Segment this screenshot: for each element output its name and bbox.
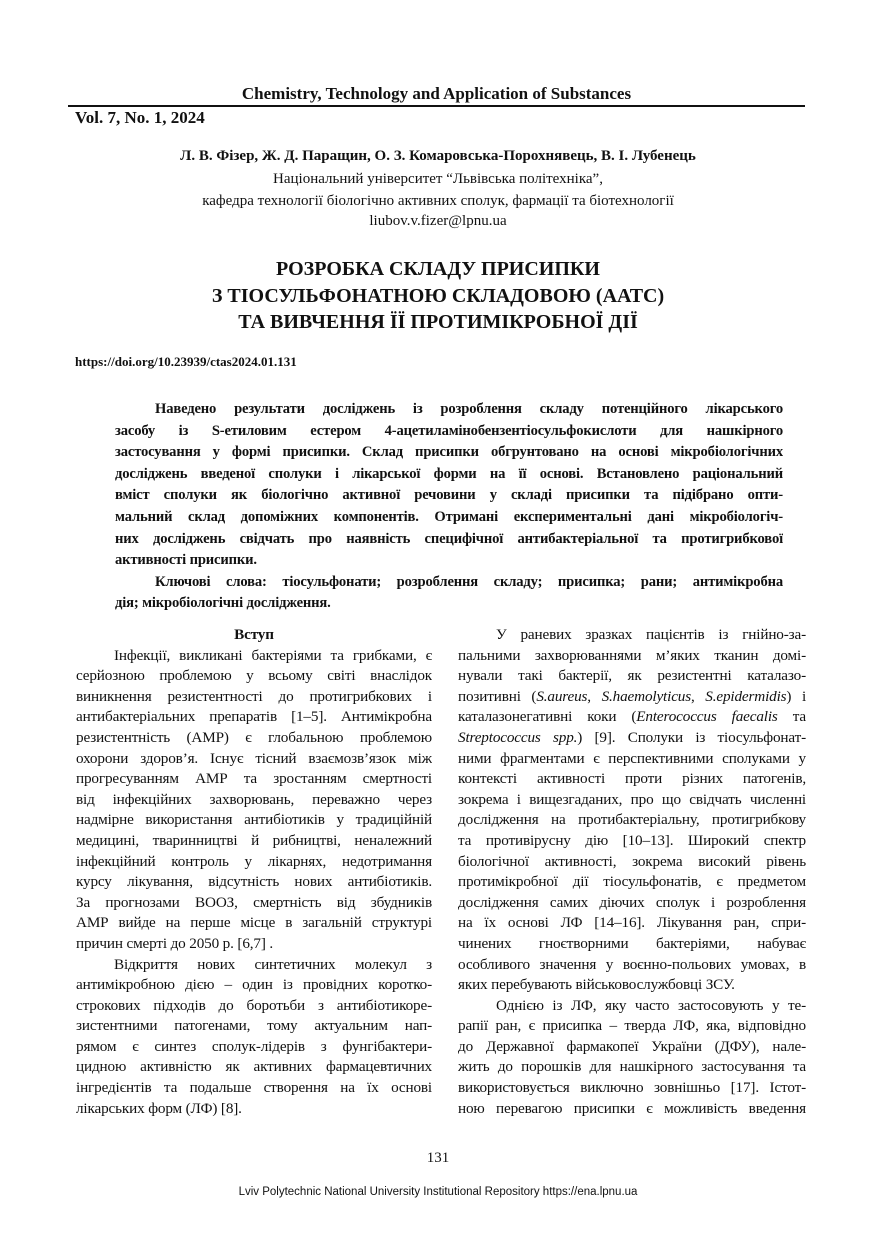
abstract-line: застосування у формі присипки. Склад присипки обгрунтовано на основі мікробіологічних xyxy=(115,444,783,461)
abstract-line: них досліджень свідчать про наявність специфічної антибактеріальної та протигрибкової xyxy=(115,530,783,547)
species-name: S.epidermidis xyxy=(705,687,787,705)
abstract xyxy=(115,399,783,615)
text-line: інгредієнтів та подальше створення на їх основі xyxy=(76,1079,432,1097)
text-line: рапії ран, є присипка – тверда ЛФ, яка, відповідно xyxy=(458,1017,806,1035)
text-line: пальними захворюваннями м’яких тканин домі- xyxy=(458,646,806,664)
species-name: Streptococcus spp. xyxy=(458,728,578,746)
text-line: інфекційний контроль у лікарнях, недотримання xyxy=(76,852,432,870)
text-line: серйозною проблемою у всьому світі внаслідок xyxy=(76,667,432,685)
text-line: лікарських форм (ЛФ) [8]. xyxy=(76,1099,242,1117)
text-line: строкових підходів до боротьби з антибіотикоре- xyxy=(76,996,432,1014)
text-line: Однією із ЛФ, яку часто застосовують у те- xyxy=(496,996,806,1014)
text-line: Інфекції, викликані бактеріями та грибками, є xyxy=(114,646,432,664)
text-line: резистентність (АМР) є глобальною проблемою xyxy=(76,728,432,746)
text-line: прогресуванням АМР та зростанням смертності xyxy=(76,770,432,788)
text-line: У раневих зразках пацієнтів із гнійно-за- xyxy=(496,626,806,643)
text-line: цидною активністю як активних фармацевтичних xyxy=(76,1058,432,1076)
text-line: нували такі бактерії, як резистентні каталазо- xyxy=(458,667,806,685)
text-line: надмірне використання антибіотиків у традиційній xyxy=(76,811,432,829)
text-line: охорони здоров’я. Існує тісний взаємозв’язок між xyxy=(76,749,432,767)
text-run: позитивні ( xyxy=(458,687,537,705)
authors: Л. В. Фізер, Ж. Д. Паращин, О. З. Комаровська-Порохнявець, В. І. Лубенець xyxy=(180,148,696,164)
text-line: особливого значення у воєнно-польових умовах, в xyxy=(458,955,806,973)
text-line: медицині, тваринництві й рибництві, неналежний xyxy=(76,831,432,849)
text-line: зистентними патогенами, тому актуальним нап- xyxy=(76,1017,432,1035)
abstract-line: Ключові слова: тіосульфонати; розроблення складу; присипка; рани; антимікробна xyxy=(155,573,783,590)
affiliation-university: Національний університет “Львівська політехніка”, xyxy=(273,171,603,187)
author-email[interactable]: liubov.v.fizer@lpnu.ua xyxy=(369,213,507,229)
text-line: яких перебувають військовослужбовці ЗСУ. xyxy=(458,976,735,994)
article-title-line-1: РОЗРОБКА СКЛАДУ ПРИСИПКИ xyxy=(276,258,600,280)
text-line: контексті активності проти різних патогенів, xyxy=(458,770,806,788)
abstract-line: мальний склад допоміжних компонентів. Отримані експериментальні дані мікробіологіч- xyxy=(115,508,783,525)
text-run: , xyxy=(587,687,602,705)
text-line xyxy=(458,728,806,749)
abstract-line: вміст сполуки як біологічно активної речовини у складі присипки та підібрано опти- xyxy=(115,487,783,504)
text-line: зокрема і вищезгаданих, про що свідчать численні xyxy=(458,790,806,808)
text-line: рямом є синтез сполук-лідерів з фунгібактери- xyxy=(76,1037,432,1055)
article-title-line-3: ТА ВИВЧЕННЯ ЇЇ ПРОТИМІКРОБНОЇ ДІЇ xyxy=(238,311,638,333)
text-line: ною перевагою присипки є можливість введення xyxy=(458,1099,806,1117)
text-line: жить до порошків для нашкірного застосування та xyxy=(458,1058,806,1076)
text-line: на їх основі ЛФ [14–16]. Лікування ран, спри- xyxy=(458,914,806,932)
body-column-left xyxy=(76,625,432,1119)
species-name: Enterococcus faecalis xyxy=(636,708,778,726)
abstract-line: дія; мікробіологічні дослідження. xyxy=(115,595,331,612)
affiliation-department: кафедра технології біологічно активних сполук, фармації та біотехнології xyxy=(202,193,674,209)
species-name: S.aureus xyxy=(536,687,588,705)
text-line: використовується виключно зовнішньо [17]. Істот- xyxy=(458,1079,806,1097)
text-line: дослідження самих діючих сполук і розроблення xyxy=(458,893,806,911)
abstract-line: активності присипки. xyxy=(115,552,257,569)
text-run: та xyxy=(777,708,806,726)
volume-issue: Vol. 7, No. 1, 2024 xyxy=(75,108,205,127)
text-line: причин смерті до 2050 р. [6,7] . xyxy=(76,934,274,952)
text-line: чинених гноєтворними бактеріями, набуває xyxy=(458,934,806,952)
text-line: біологічної активності, зокрема високий рівень xyxy=(458,852,806,870)
text-line: дослідження на протибактеріальну, протигрибкову xyxy=(458,811,806,829)
text-line: та противірусну дію [10–13]. Широкий спектр xyxy=(458,831,806,849)
text-line xyxy=(458,687,806,708)
species-name: S.haemolyticus xyxy=(601,687,691,705)
abstract-line: засобу із S-етиловим естером 4-ацетиламінобензентіосульфокислоти для нашкірного xyxy=(115,422,783,439)
text-line: АМР вийде на перше місце в загальній структурі xyxy=(76,914,432,932)
text-line: ними фрагментами є перспективними сполуками у xyxy=(458,749,806,767)
journal-title: Chemistry, Technology and Application of Substances xyxy=(241,84,632,103)
text-line: до Державної фармакопеї України (ДФУ), нале- xyxy=(458,1037,806,1055)
text-line: курсу лікування, відсутність нових антибіотиків. xyxy=(76,873,432,891)
repository-footer: Lviv Polytechnic National University Institutional Repository https://ena.lpnu.ua xyxy=(238,1186,638,1198)
text-line: від інфекційних захворювань, переважно через xyxy=(76,790,432,808)
text-line: протимікробної дії тіосульфонатів, є предметом xyxy=(458,873,806,891)
text-line: антимікробною дією – один із провідних коротко- xyxy=(76,976,432,994)
text-line xyxy=(458,707,806,728)
text-run: , xyxy=(691,687,706,705)
section-heading: Вступ xyxy=(234,626,274,643)
text-line: Відкриття нових синтетичних молекул з xyxy=(114,955,432,973)
page-number: 131 xyxy=(426,1150,450,1166)
doi-link[interactable]: https://doi.org/10.23939/ctas2024.01.131 xyxy=(75,354,297,369)
article-title-line-2: З ТІОСУЛЬФОНАТНОЮ СКЛАДОВОЮ (ААТС) xyxy=(211,285,665,307)
body-column-right xyxy=(458,625,806,1119)
text-line: антибактеріальних препаратів [1–5]. Антимікробна xyxy=(76,708,432,726)
text-run: каталазонегативні коки ( xyxy=(458,708,637,726)
text-run: ) [9]. Сполуки із тіосульфонат- xyxy=(577,728,806,746)
abstract-line: досліджень введеної сполуки і лікарської форми на її основі. Встановлено раціональний xyxy=(115,465,783,482)
header-rule xyxy=(68,105,805,107)
text-run: ) і xyxy=(786,687,806,705)
text-line: За прогнозами ВООЗ, смертність від збудників xyxy=(76,893,432,911)
text-line: виникнення резистентності до протигрибкових і xyxy=(76,687,432,705)
abstract-line: Наведено результати досліджень із розроблення складу потенційного лікарського xyxy=(155,401,783,417)
